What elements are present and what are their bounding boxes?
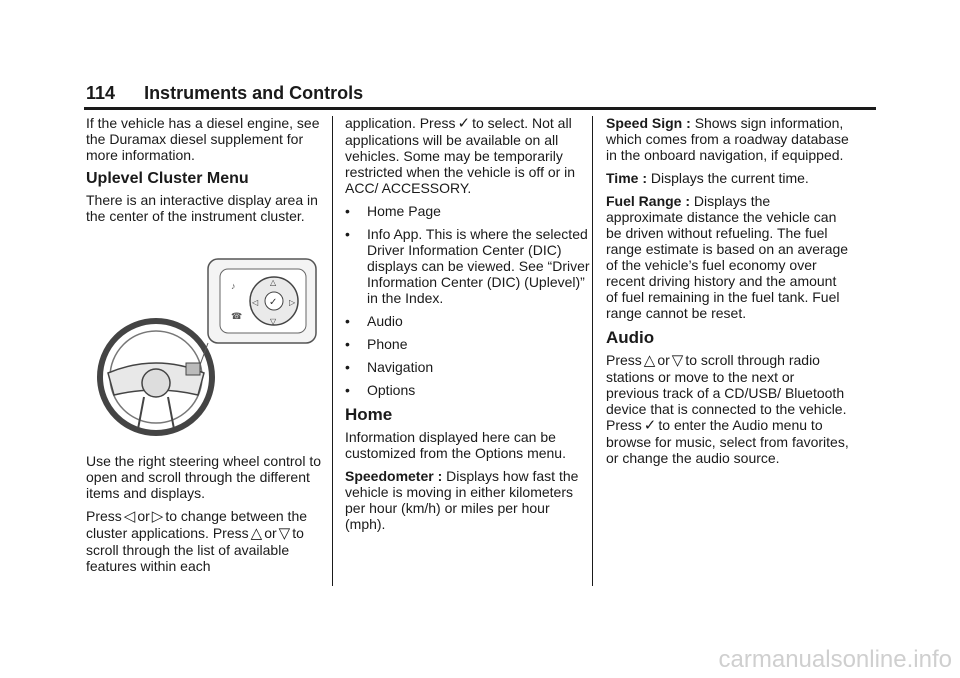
up-arrow-icon: △ bbox=[250, 525, 263, 542]
page-header bbox=[86, 83, 363, 104]
bullet-icon: • bbox=[345, 359, 350, 375]
header-rule bbox=[84, 107, 876, 110]
svg-text:☎: ☎ bbox=[231, 311, 243, 321]
list-item-text: Info App. This is where the selected Driver Information Center (DIC) displays can be viewed. See “Driver Information Center (DIC) (Uplevel)” in the Index. bbox=[367, 226, 590, 306]
down-arrow-icon: ▽ bbox=[671, 352, 684, 369]
text-run: to enter the Audio menu to browse for music, select from favorites, or change the audio source. bbox=[606, 417, 849, 466]
section-heading: Home bbox=[345, 405, 393, 424]
list-item bbox=[345, 203, 590, 219]
application-list bbox=[345, 203, 590, 398]
text-run: to change between the cluster applications. Press bbox=[86, 508, 308, 541]
list-item bbox=[345, 359, 590, 375]
list-item bbox=[345, 313, 590, 329]
definition-text: Displays the current time. bbox=[650, 170, 809, 186]
list-item bbox=[345, 226, 590, 306]
text-run: Press bbox=[86, 508, 122, 524]
list-item-text: Home Page bbox=[367, 203, 441, 219]
list-item-text: Phone bbox=[367, 336, 408, 352]
section-heading: Uplevel Cluster Menu bbox=[86, 170, 249, 187]
section-heading: Audio bbox=[606, 328, 655, 347]
svg-text:▽: ▽ bbox=[270, 317, 277, 326]
list-item-text: Navigation bbox=[367, 359, 434, 375]
text-run: to scroll through radio stations or move to the next or previous track of a CD/USB/ Bluetooth device that is connected to the vehicle. Press bbox=[606, 352, 847, 433]
svg-text:✓: ✓ bbox=[269, 297, 278, 308]
definition-text: Displays how fast the vehicle is moving in either kilometers per hour (km/h) or miles per hour (mph). bbox=[345, 468, 579, 532]
definition-text: Displays the approximate distance the vehicle can be driven without refueling. The fuel range estimate is based on an average of the vehicle’s fuel economy over recent driving history and the amount of fuel remaining in the fuel tank. Fuel range cannot be reset. bbox=[606, 193, 849, 321]
definition-term: Speed Sign : bbox=[606, 115, 691, 131]
text-run: or bbox=[137, 508, 150, 524]
column-3 bbox=[606, 115, 851, 473]
svg-text:▷: ▷ bbox=[289, 298, 296, 307]
down-arrow-icon: ▽ bbox=[278, 525, 291, 542]
column-1 bbox=[86, 115, 331, 581]
paragraph bbox=[86, 508, 331, 574]
column-2 bbox=[345, 115, 590, 539]
column-divider bbox=[332, 116, 333, 586]
definition-term: Speedometer : bbox=[345, 468, 443, 484]
paragraph bbox=[606, 352, 851, 466]
left-arrow-icon: ◁ bbox=[123, 508, 136, 525]
bullet-icon: • bbox=[345, 336, 350, 352]
list-item-text: Options bbox=[367, 382, 416, 398]
definition bbox=[606, 170, 851, 186]
text-run: or bbox=[657, 352, 670, 368]
definition-text: Shows sign information, which comes from a roadway database in the onboard navigation, if equipped. bbox=[606, 115, 849, 163]
list-item bbox=[345, 336, 590, 352]
check-icon: ✓ bbox=[643, 417, 657, 434]
list-item-text: Audio bbox=[367, 313, 403, 329]
text-run: application. Press bbox=[345, 115, 456, 131]
svg-text:♪: ♪ bbox=[231, 281, 236, 291]
paragraph: Use the right steering wheel control to open and scroll through the different items and displays. bbox=[86, 453, 322, 501]
paragraph: If the vehicle has a diesel engine, see the Duramax diesel supplement for more information. bbox=[86, 115, 320, 163]
definition-term: Time : bbox=[606, 170, 647, 186]
text-run: or bbox=[264, 525, 277, 541]
check-icon: ✓ bbox=[457, 115, 471, 132]
text-run: Press bbox=[606, 352, 642, 368]
bullet-icon: • bbox=[345, 203, 350, 219]
right-arrow-icon: ▷ bbox=[151, 508, 164, 525]
text-run: to scroll through the list of available features within each bbox=[86, 525, 304, 574]
bullet-icon: • bbox=[345, 226, 350, 242]
definition-term: Fuel Range : bbox=[606, 193, 691, 209]
page-number: 114 bbox=[86, 83, 116, 103]
svg-text:△: △ bbox=[270, 278, 277, 287]
page-title: Instruments and Controls bbox=[144, 83, 364, 103]
definition bbox=[345, 468, 590, 532]
paragraph: Information displayed here can be customized from the Options menu. bbox=[345, 429, 566, 461]
steering-wheel-illustration bbox=[86, 245, 331, 440]
paragraph bbox=[345, 115, 590, 196]
svg-text:◁: ◁ bbox=[252, 298, 259, 307]
bullet-icon: • bbox=[345, 313, 350, 329]
up-arrow-icon: △ bbox=[643, 352, 656, 369]
list-item bbox=[345, 382, 590, 398]
definition bbox=[606, 115, 851, 163]
definition bbox=[606, 193, 851, 321]
paragraph: There is an interactive display area in the center of the instrument cluster. bbox=[86, 192, 318, 224]
column-divider bbox=[592, 116, 593, 586]
bullet-icon: • bbox=[345, 382, 350, 398]
watermark: carmanualsonline.info bbox=[718, 646, 952, 673]
text-run: to select. Not all applications will be available on all vehicles. Some may be temporarily restricted when the vehicle is off or in ACC/ ACCESSORY. bbox=[345, 115, 576, 196]
